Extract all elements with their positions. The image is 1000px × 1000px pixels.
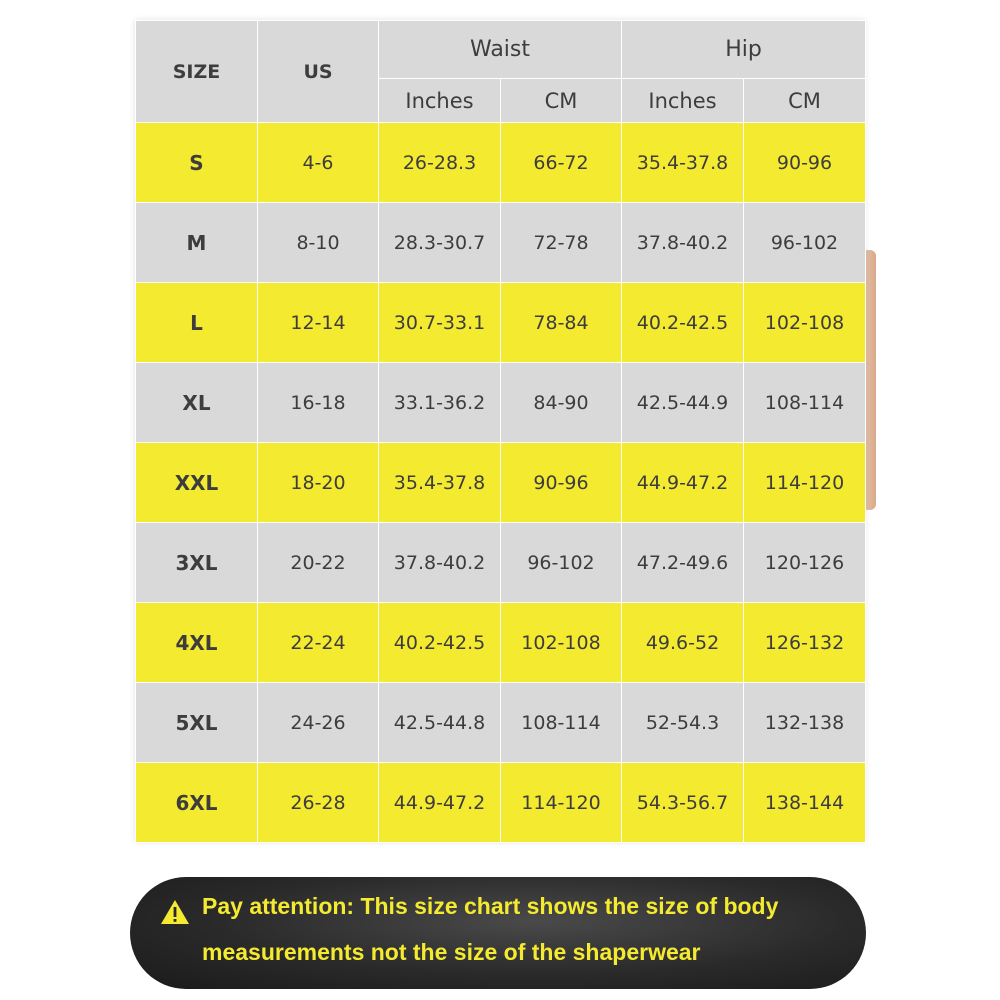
notice-banner: [130, 877, 866, 989]
header-us: US: [258, 21, 379, 123]
size-table: [135, 20, 866, 843]
notice-line-1: Pay attention: This size chart shows the size of body: [202, 893, 779, 919]
hip-cm-cell: 90-96: [744, 123, 866, 203]
size-cell: 3XL: [136, 523, 258, 603]
hip-inches-cell: 40.2-42.5: [622, 283, 744, 363]
waist-cm-cell: 90-96: [501, 443, 622, 523]
size-cell: L: [136, 283, 258, 363]
hip-inches-cell: 49.6-52: [622, 603, 744, 683]
warning-icon: [160, 899, 190, 925]
hip-cm-cell: 108-114: [744, 363, 866, 443]
table-row: [136, 203, 866, 283]
hip-cm-cell: 96-102: [744, 203, 866, 283]
table-row: [136, 123, 866, 203]
waist-inches-cell: 33.1-36.2: [379, 363, 501, 443]
table-row: [136, 443, 866, 523]
waist-cm-cell: 72-78: [501, 203, 622, 283]
waist-cm-cell: 114-120: [501, 763, 622, 843]
header-waist-inches: Inches: [379, 79, 501, 123]
waist-inches-cell: 26-28.3: [379, 123, 501, 203]
waist-inches-cell: 44.9-47.2: [379, 763, 501, 843]
waist-inches-cell: 28.3-30.7: [379, 203, 501, 283]
waist-cm-cell: 96-102: [501, 523, 622, 603]
waist-inches-cell: 30.7-33.1: [379, 283, 501, 363]
waist-cm-cell: 66-72: [501, 123, 622, 203]
hip-cm-cell: 114-120: [744, 443, 866, 523]
table-body: [136, 123, 866, 843]
waist-inches-cell: 35.4-37.8: [379, 443, 501, 523]
waist-cm-cell: 102-108: [501, 603, 622, 683]
header-waist-cm: CM: [501, 79, 622, 123]
header-waist: Waist: [379, 21, 622, 79]
waist-cm-cell: 108-114: [501, 683, 622, 763]
header-hip-cm: CM: [744, 79, 866, 123]
hip-cm-cell: 138-144: [744, 763, 866, 843]
hip-inches-cell: 47.2-49.6: [622, 523, 744, 603]
size-cell: 5XL: [136, 683, 258, 763]
waist-inches-cell: 37.8-40.2: [379, 523, 501, 603]
hip-inches-cell: 52-54.3: [622, 683, 744, 763]
hip-cm-cell: 132-138: [744, 683, 866, 763]
table-row: [136, 283, 866, 363]
size-chart: [135, 20, 865, 842]
us-cell: 4-6: [258, 123, 379, 203]
table-row: [136, 523, 866, 603]
hip-inches-cell: 42.5-44.9: [622, 363, 744, 443]
us-cell: 12-14: [258, 283, 379, 363]
size-cell: M: [136, 203, 258, 283]
header-hip-inches: Inches: [622, 79, 744, 123]
size-cell: XXL: [136, 443, 258, 523]
waist-cm-cell: 84-90: [501, 363, 622, 443]
hip-inches-cell: 35.4-37.8: [622, 123, 744, 203]
size-cell: 4XL: [136, 603, 258, 683]
table-row: [136, 363, 866, 443]
size-cell: 6XL: [136, 763, 258, 843]
hip-inches-cell: 37.8-40.2: [622, 203, 744, 283]
waist-inches-cell: 42.5-44.8: [379, 683, 501, 763]
us-cell: 22-24: [258, 603, 379, 683]
hip-cm-cell: 126-132: [744, 603, 866, 683]
us-cell: 26-28: [258, 763, 379, 843]
hip-cm-cell: 120-126: [744, 523, 866, 603]
size-cell: XL: [136, 363, 258, 443]
notice-line-2: measurements not the size of the shaperwear: [202, 939, 701, 965]
size-cell: S: [136, 123, 258, 203]
table-row: [136, 603, 866, 683]
us-cell: 18-20: [258, 443, 379, 523]
header-size: SIZE: [136, 21, 258, 123]
us-cell: 24-26: [258, 683, 379, 763]
hip-inches-cell: 44.9-47.2: [622, 443, 744, 523]
waist-inches-cell: 40.2-42.5: [379, 603, 501, 683]
us-cell: 16-18: [258, 363, 379, 443]
waist-cm-cell: 78-84: [501, 283, 622, 363]
us-cell: 8-10: [258, 203, 379, 283]
header-hip: Hip: [622, 21, 866, 79]
hip-cm-cell: 102-108: [744, 283, 866, 363]
table-row: [136, 763, 866, 843]
hip-inches-cell: 54.3-56.7: [622, 763, 744, 843]
table-row: [136, 683, 866, 763]
us-cell: 20-22: [258, 523, 379, 603]
